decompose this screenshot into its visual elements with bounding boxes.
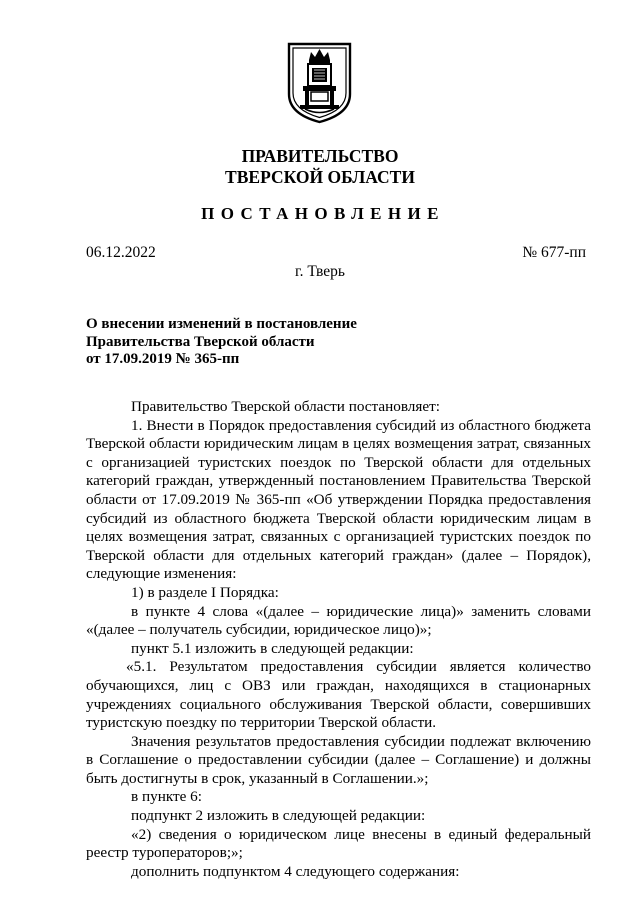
document-body <box>86 398 591 881</box>
document-subject <box>86 316 357 369</box>
body-paragraph: 1) в разделе I Порядка: <box>131 583 279 601</box>
subject-line: О внесении изменений в постановление <box>86 316 357 332</box>
body-paragraph: в пункте 6: <box>131 788 202 806</box>
document-city: г. Тверь <box>295 263 345 280</box>
body-paragraph: Значения результатов предоставления субсидии подлежат включению в Соглашение о предоставлении субсидии (далее – Соглашение) и должны быть достигнуты в срок, указанный в Соглашении.»; <box>86 732 591 787</box>
body-paragraph: «5.1. Результатом предоставления субсидии является количество обучающихся, лиц с ОВЗ или граждан, находящихся в стационарных учреждениях социального обслуживания Тверской области, совершивших туристскую поездку по территории Тверской области. <box>86 658 591 732</box>
document-type: ПОСТАНОВЛЕНИЕ <box>201 204 445 223</box>
coat-of-arms-icon <box>287 42 352 124</box>
body-paragraph: подпункт 2 изложить в следующей редакции: <box>131 807 426 825</box>
subject-line: Правительства Тверской области <box>86 333 315 350</box>
government-name-line2: ТВЕРСКОЙ ОБЛАСТИ <box>225 167 415 187</box>
body-paragraph: Правительство Тверской области постановляет: <box>131 398 440 415</box>
document-date: 06.12.2022 <box>86 244 156 261</box>
body-paragraph: в пункте 4 слова «(далее – юридические лица)» заменить словами «(далее – получатель субсидии, юридическое лицо)»; <box>86 602 591 639</box>
document-number: № 677-пп <box>522 244 586 261</box>
body-paragraph: 1. Внести в Порядок предоставления субсидий из областного бюджета Тверской области юридическим лицам в целях возмещения затрат, связанных с организацией туристских поездок по Тверской области для отдельных категорий граждан, утвержденный постановлением Правительства Тверской области от 17.09.2019 № 365-пп «Об утверждении Порядка предоставления субсидий из областного бюджета Тверской области юридическим лицам в целях возмещения затрат, связанных с организацией туристских поездок по Тверской области для отдельных категорий граждан» (далее – Порядок), следующие изменения: <box>86 416 591 583</box>
body-paragraph: пункт 5.1 изложить в следующей редакции: <box>131 639 414 657</box>
government-name-line1: ПРАВИТЕЛЬСТВО <box>241 146 399 166</box>
body-paragraph: «2) сведения о юридическом лице внесены в единый федеральный реестр туроператоров;»; <box>86 825 591 862</box>
body-paragraph: дополнить подпунктом 4 следующего содержания: <box>131 862 460 880</box>
subject-line: от 17.09.2019 № 365-пп <box>86 351 240 367</box>
